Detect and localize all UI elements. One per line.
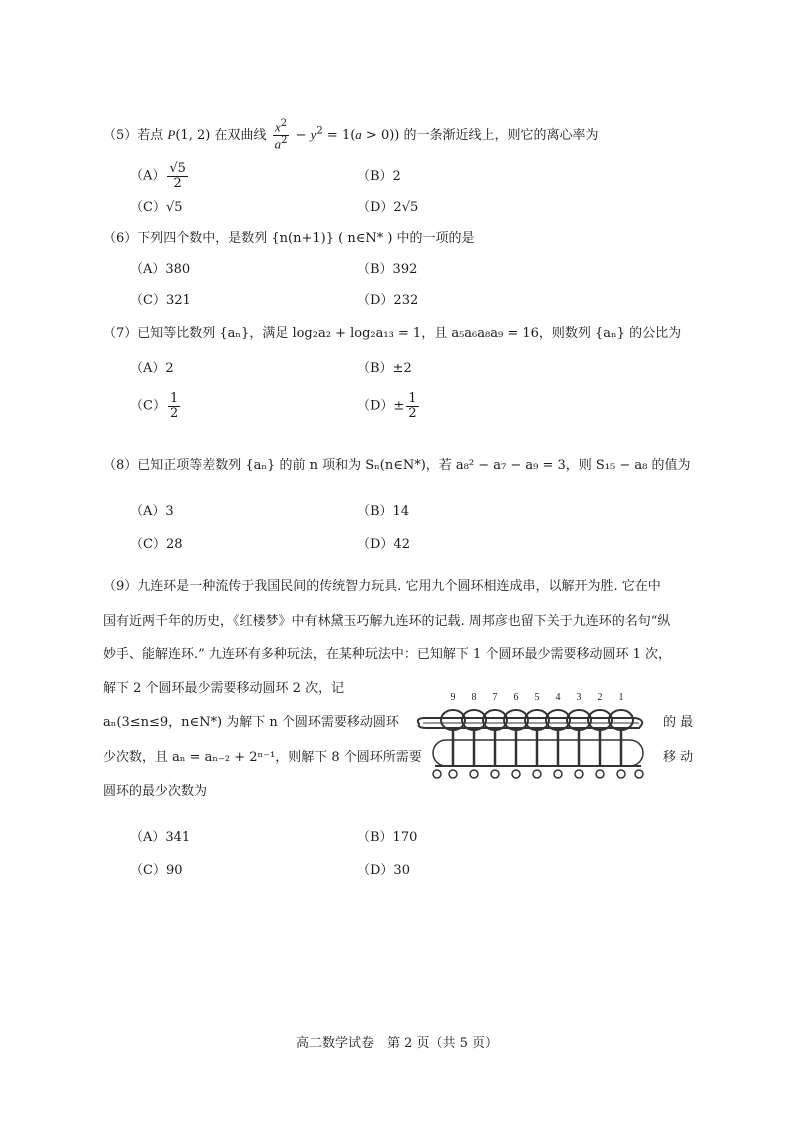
- q7-option-d[interactable]: （D）± $\frac{1}{2}$: [357, 391, 417, 421]
- ring-label: 7: [492, 692, 498, 703]
- ring-label: 6: [513, 692, 519, 703]
- q9-line-4: 解下 2 个圆环最少需要移动圆环 2 次，记: [103, 681, 345, 696]
- nine-rings-illustration: [413, 688, 651, 788]
- q9-line-3: 妙手、能解连环.” 九连环有多种玩法，在某种玩法中：已知解下 1 个圆环最少需要移动圆环 1 次，: [103, 647, 671, 662]
- q5-stem: （5）若点 P(1, 2) 在双曲线 $\frac{x^2}{a^2}$ − $y^2 = 1(a > 0)$) 的一条渐近线上，则它的离心率为: [103, 118, 599, 152]
- q7-stem: （7）已知等比数列 {aₙ}，满足 log₂a₂ + log₂a₁₃ = 1，且 a₅a₆a₈a₉ = 16，则数列 {aₙ} 的公比为: [103, 326, 682, 341]
- q5-option-d[interactable]: （D）2√5: [357, 200, 419, 215]
- ring-label: 5: [534, 692, 540, 703]
- q9-line-1: （9）九连环是一种流传于我国民间的传统智力玩具. 它用九个圆环相连成串，以解开为胜. 它在中: [103, 579, 661, 594]
- ring-label: 2: [597, 692, 603, 703]
- page-footer: 高二数学试卷 第 2 页（共 5 页）: [295, 1036, 499, 1051]
- q8-option-d[interactable]: （D）42: [357, 537, 410, 552]
- q5-option-b[interactable]: （B）2: [357, 169, 401, 184]
- q5-option-c[interactable]: （C）√5: [130, 200, 183, 215]
- ring-label: 9: [450, 692, 456, 703]
- q9-line-6-right: 移 动: [663, 750, 694, 765]
- q8-option-a[interactable]: （A）3: [130, 504, 174, 519]
- q9-option-a[interactable]: （A）341: [130, 830, 191, 845]
- q6-option-b[interactable]: （B）392: [357, 262, 418, 277]
- q8-stem: （8）已知正项等差数列 {aₙ} 的前 n 项和为 Sₙ(n∈N*)，若 a₈² − a₇ − a₉ = 3，则 S₁₅ − a₈ 的值为: [103, 458, 691, 473]
- ring-label: 4: [555, 692, 561, 703]
- q6-option-a[interactable]: （A）380: [130, 262, 191, 277]
- q9-option-d[interactable]: （D）30: [357, 863, 410, 878]
- q8-option-b[interactable]: （B）14: [357, 504, 410, 519]
- q7-option-a[interactable]: （A）2: [130, 361, 174, 376]
- q9-option-c[interactable]: （C）90: [130, 863, 183, 878]
- q8-option-c[interactable]: （C）28: [130, 537, 183, 552]
- nine-rings-figure: [413, 688, 651, 788]
- q9-line-7: 圆环的最少次数为: [103, 784, 208, 799]
- q9-option-b[interactable]: （B）170: [357, 830, 418, 845]
- q7-option-b[interactable]: （B）±2: [357, 361, 412, 376]
- q6-option-c[interactable]: （C）321: [130, 293, 191, 308]
- ring-label: 3: [576, 692, 582, 703]
- q9-line-5: aₙ(3≤n≤9，n∈N*) 为解下 n 个圆环需要移动圆环: [103, 715, 399, 730]
- q9-line-2: 国有近两千年的历史，《红楼梦》中有林黛玉巧解九连环的记载. 周邦彦也留下关于九连环的名句“纵: [103, 614, 671, 629]
- q9-line-5-right: 的 最: [663, 715, 694, 730]
- ring-label: 1: [618, 692, 624, 703]
- q6-option-d[interactable]: （D）232: [357, 293, 419, 308]
- q7-option-c[interactable]: （C） $\frac{1}{2}$: [130, 391, 179, 421]
- q9-line-6: 少次数，且 aₙ = aₙ₋₂ + 2ⁿ⁻¹，则解下 8 个圆环所需要: [103, 750, 422, 765]
- q5-option-a[interactable]: （A） $\frac{√5}{2}$: [130, 161, 186, 191]
- ring-label: 8: [471, 692, 477, 703]
- q6-stem: （6）下列四个数中，是数列 {n(n+1)} ( n∈N* ) 中的一项的是: [103, 231, 475, 246]
